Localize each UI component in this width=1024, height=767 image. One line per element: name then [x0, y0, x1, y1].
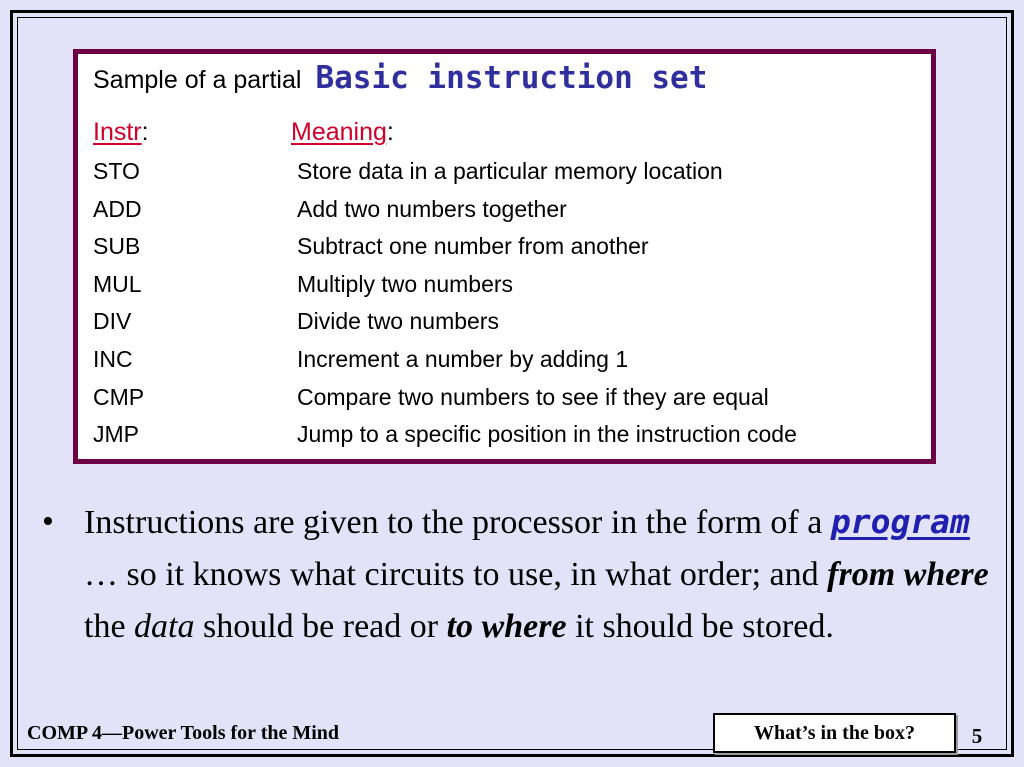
bullet-text-part: it should be stored. [566, 608, 834, 645]
from-where-emphasis: from where [827, 556, 989, 593]
instruction-row [93, 384, 929, 422]
header-meaning-colon: : [386, 118, 394, 146]
program-keyword: program [830, 502, 970, 541]
instruction-meaning: Add two numbers together [297, 195, 567, 222]
instruction-meaning: Compare two numbers to see if they are equal [297, 383, 769, 410]
bullet-text-part: Instructions are given to the processor in the form of a [84, 504, 831, 541]
instruction-meaning: Subtract one number from another [297, 233, 649, 260]
bullet-point [42, 496, 992, 653]
footer-box-label: What’s in the box? [713, 713, 956, 753]
footer-course-title: COMP 4—Power Tools for the Mind [27, 722, 340, 744]
instruction-code: CMP [93, 383, 145, 410]
instruction-row [93, 233, 929, 271]
header-instr-label: Instr [93, 118, 142, 146]
instruction-meaning: Multiply two numbers [297, 270, 514, 297]
instruction-code: ADD [93, 195, 142, 222]
instruction-meaning: Store data in a particular memory location [297, 158, 723, 184]
page-number: 5 [971, 724, 983, 748]
instruction-row [93, 196, 929, 234]
bullet-text [84, 496, 992, 653]
instruction-code: JMP [93, 421, 139, 448]
instruction-code: MUL [93, 270, 142, 297]
instruction-code: STO [93, 158, 140, 184]
column-header-instr [93, 118, 149, 147]
instruction-meaning: Increment a number by adding 1 [297, 345, 629, 372]
data-emphasis: data [134, 608, 195, 645]
instruction-row [93, 271, 929, 309]
caption-emphasis: Basic instruction set [315, 60, 708, 96]
instruction-code: DIV [93, 308, 132, 335]
bullet-text-part: the [84, 608, 135, 645]
instruction-row [93, 308, 929, 346]
header-meaning-label: Meaning [291, 118, 387, 146]
instruction-meaning: Jump to a specific position in the instruction code [297, 421, 797, 448]
table-caption [93, 60, 707, 96]
instruction-row [93, 158, 929, 196]
bullet-dot-icon: • [42, 503, 54, 540]
instruction-meaning: Divide two numbers [297, 308, 499, 335]
column-header-meaning [291, 118, 394, 147]
bullet-text-part: should be read or [194, 608, 447, 645]
instruction-rows [93, 158, 929, 459]
header-instr-colon: : [141, 118, 149, 146]
instruction-row [93, 346, 929, 384]
to-where-emphasis: to where [446, 608, 567, 645]
instruction-row [93, 421, 929, 459]
caption-plain: Sample of a partial [93, 66, 302, 94]
instruction-code: INC [93, 345, 133, 372]
instruction-code: SUB [93, 233, 141, 260]
bullet-text-part: … so it knows what circuits to use, in what order; and [84, 556, 828, 593]
